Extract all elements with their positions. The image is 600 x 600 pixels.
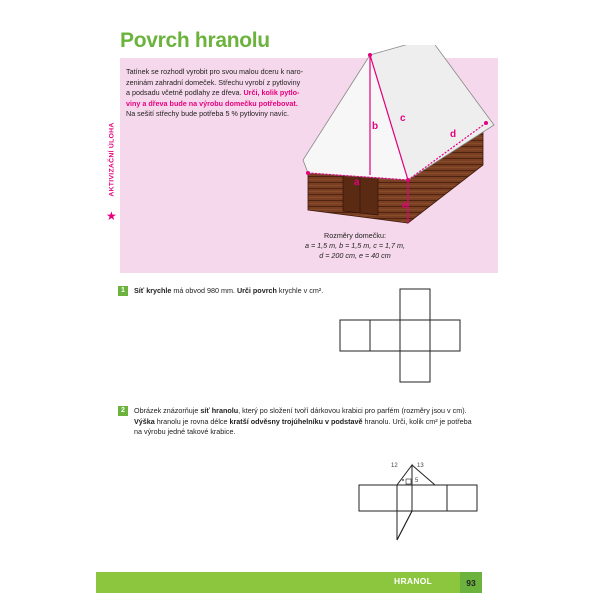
task-2-l2-mid: hranolu je rovna délce bbox=[154, 416, 230, 426]
intro-line-1: Tatínek se rozhodl vyrobit pro svou malou dceru k naro- bbox=[126, 67, 303, 76]
task-1-text-2: krychle v cm². bbox=[276, 286, 324, 295]
task-1-text-1: má obvod 980 mm. bbox=[171, 286, 237, 295]
label-a: a bbox=[354, 177, 360, 188]
activity-label: AKTIVIZAČNÍ ÚLOHA bbox=[108, 122, 116, 197]
task-1-bold-1: Síť krychle bbox=[134, 286, 172, 295]
cube-net-diagram bbox=[338, 288, 478, 383]
net-label-5: 5 bbox=[415, 478, 419, 484]
intro-line-5: Na sešití střechy bude potřeba 5 % pytloviny navíc. bbox=[126, 109, 289, 119]
footer-section-label: HRANOL bbox=[394, 576, 433, 586]
task-2-l1-bold: síť hranolu bbox=[200, 406, 239, 415]
activity-side-tab bbox=[104, 58, 120, 273]
star-icon: ★ bbox=[106, 209, 117, 223]
label-b: b bbox=[372, 121, 379, 132]
house-dimensions bbox=[300, 231, 410, 261]
net-label-12: 12 bbox=[391, 463, 398, 469]
page-number: 93 bbox=[466, 578, 476, 588]
page-title: Povrch hranolu bbox=[120, 29, 270, 52]
house-door bbox=[343, 175, 378, 215]
task-2-l1-post: , který po složení tvoří dárkovou krabici pro parfém (rozměry jsou v cm). bbox=[238, 406, 467, 415]
intro-question-part-1: Urči, kolik pytlo- bbox=[243, 88, 300, 98]
dimensions-line-2: d = 200 cm, e = 40 cm bbox=[319, 251, 391, 260]
task-1-bold-2: Urči povrch bbox=[236, 286, 277, 295]
intro-question-part-2: viny a dřeva bude na výrobu domečku potřebovat. bbox=[126, 98, 298, 108]
task-1-number: 1 bbox=[118, 286, 128, 296]
dimensions-line-1: a = 1,5 m, b = 1,5 m, c = 1,7 m, bbox=[304, 241, 406, 250]
task-2-number: 2 bbox=[118, 406, 128, 416]
task-2-l2-bold-2: kratší odvěsny trojúhelníku v podstavě bbox=[229, 416, 363, 426]
label-c: c bbox=[400, 113, 406, 124]
intro-line-2: zeninám zahradní domeček. Střechu vyrobí z pytloviny bbox=[126, 77, 301, 87]
label-d: d bbox=[450, 129, 457, 140]
task-2-text bbox=[134, 406, 494, 438]
task-2-l2-bold-1: Výška bbox=[134, 416, 155, 426]
house-illustration bbox=[298, 45, 498, 230]
prism-net-diagram bbox=[355, 455, 485, 550]
intro-text bbox=[126, 67, 310, 120]
intro-line-3: a podsadu včetně podlahy ze dřeva. bbox=[126, 88, 242, 98]
task-2-l2-post: hranolu. Urči, kolik cm² je potřeba bbox=[362, 416, 472, 426]
dimensions-heading: Rozměry domečku: bbox=[324, 231, 386, 240]
task-2-l3: na výrobu jedné takové krabice. bbox=[134, 427, 236, 437]
net-label-13: 13 bbox=[417, 463, 424, 469]
label-e: e bbox=[402, 200, 408, 211]
task-2-l1-pre: Obrázek znázorňuje bbox=[134, 406, 201, 415]
